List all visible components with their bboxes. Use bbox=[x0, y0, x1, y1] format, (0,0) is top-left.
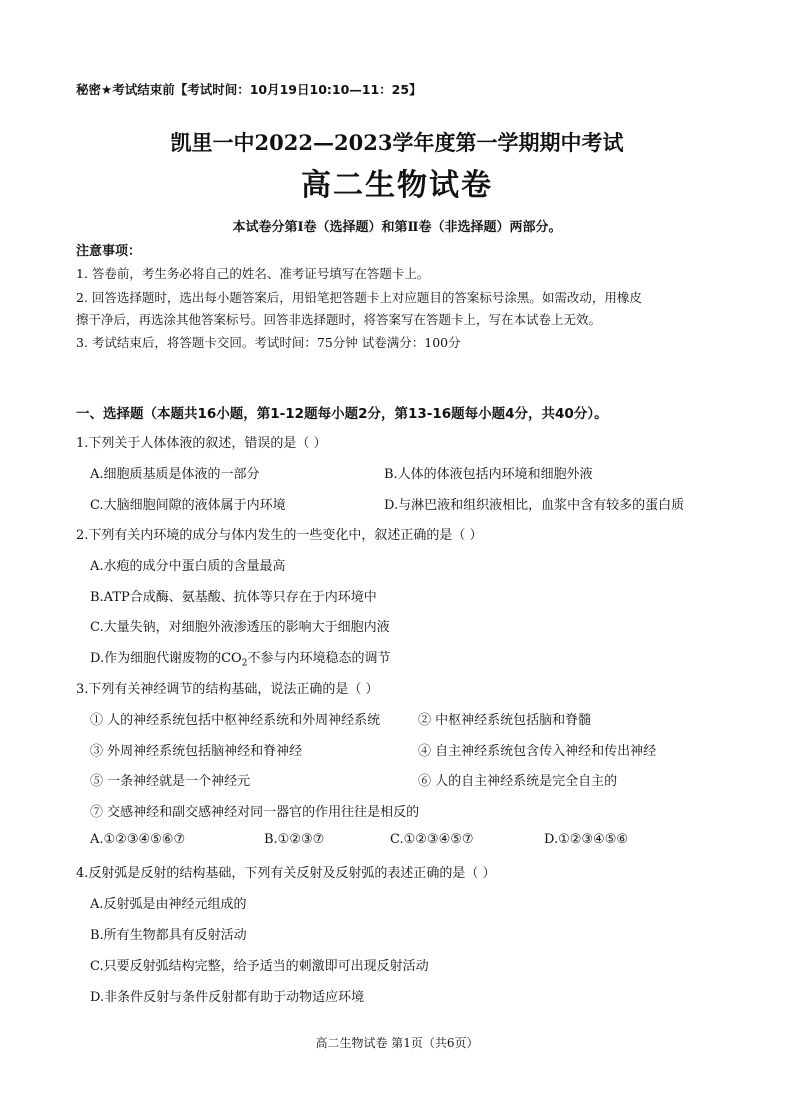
confidential-notice: 秘密★考试结束前【考试时间：10月19日10:10—11：25】 bbox=[76, 82, 422, 97]
question-3-statement-3: ③ 外周神经系统包括脑神经和脊神经 bbox=[90, 744, 303, 759]
question-4-option-c: C.只要反射弧结构完整，给予适当的刺激即可出现反射活动 bbox=[90, 959, 429, 974]
exam-school-title: 凯里一中2022—2023学年度第一学期期中考试 bbox=[170, 130, 624, 155]
question-3-statement-1: ① 人的神经系统包括中枢神经系统和外周神经系统 bbox=[90, 713, 381, 728]
question-3-option-c: C.①②③④⑤⑦ bbox=[390, 832, 474, 847]
question-1-stem: 1.下列关于人体体液的叙述，错误的是（ ） bbox=[76, 436, 327, 451]
question-2-option-b: B.ATP合成酶、氨基酸、抗体等只存在于内环境中 bbox=[90, 590, 377, 605]
question-2-option-d bbox=[90, 647, 390, 669]
notice-item-2-line-1: 2. 回答选择题时，选出每小题答案后，用铅笔把答题卡上对应题目的答案标号涂黑。如需改动，用橡皮 bbox=[76, 290, 642, 305]
section-title: 一、选择题（本题共16小题，第1-12题每小题2分，第13-16题每小题4分，共40分）。 bbox=[76, 406, 608, 422]
notice-item-2-line-2: 擦干净后，再选涂其他答案标号。回答非选择题时，将答案写在答题卡上，写在本试卷上无效。 bbox=[76, 312, 602, 327]
question-3-statement-6: ⑥ 人的自主神经系统是完全自主的 bbox=[418, 774, 618, 789]
notice-item-3: 3. 考试结束后，将答题卡交回。考试时间：75分钟 试卷满分：100分 bbox=[76, 335, 461, 350]
question-4-option-a: A.反射弧是由神经元组成的 bbox=[90, 897, 247, 912]
question-4-option-b: B.所有生物都具有反射活动 bbox=[90, 928, 247, 943]
question-1-option-d: D.与淋巴液和组织液相比，血浆中含有较多的蛋白质 bbox=[384, 498, 685, 513]
question-3-statement-4: ④ 自主神经系统包含传入神经和传出神经 bbox=[418, 744, 657, 759]
question-1-option-a: A.细胞质基质是体液的一部分 bbox=[90, 467, 260, 482]
option-d-prefix: D.作为细胞代谢废物的CO bbox=[90, 651, 242, 666]
question-2-stem: 2.下列有关内环境的成分与体内发生的一些变化中，叙述正确的是（ ） bbox=[76, 528, 483, 543]
question-3-statement-2: ② 中枢神经系统包括脑和脊髓 bbox=[418, 713, 592, 728]
question-4-option-d: D.非条件反射与条件反射都有助于动物适应环境 bbox=[90, 990, 365, 1005]
page-footer: 高二生物试卷 第1页（共6页） bbox=[315, 1036, 479, 1050]
composition-note: 本试卷分第Ⅰ卷（选择题）和第Ⅱ卷（非选择题）两部分。 bbox=[232, 220, 562, 235]
question-3-option-b: B.①②③⑦ bbox=[264, 832, 325, 847]
question-3-statement-5: ⑤ 一条神经就是一个神经元 bbox=[90, 774, 251, 789]
co2-subscript: 2 bbox=[241, 658, 248, 669]
notice-heading: 注意事项： bbox=[76, 244, 142, 259]
question-1-option-c: C.大脑细胞间隙的液体属于内环境 bbox=[90, 498, 286, 513]
question-1-option-b: B.人体的体液包括内环境和细胞外液 bbox=[384, 467, 593, 482]
subject-title: 高二生物试卷 bbox=[301, 168, 493, 203]
question-2-option-a: A.水疱的成分中蛋白质的含量最高 bbox=[90, 559, 286, 574]
question-3-statement-7: ⑦ 交感神经和副交感神经对同一器官的作用往往是相反的 bbox=[90, 805, 420, 820]
question-2-option-c: C.大量失钠，对细胞外液渗透压的影响大于细胞内液 bbox=[90, 620, 390, 635]
question-3-option-a: A.①②③④⑤⑥⑦ bbox=[90, 832, 186, 847]
question-3-stem: 3.下列有关神经调节的结构基础，说法正确的是（ ） bbox=[76, 682, 379, 697]
question-4-stem: 4.反射弧是反射的结构基础，下列有关反射及反射弧的表述正确的是（ ） bbox=[76, 866, 496, 881]
notice-item-1: 1. 答卷前，考生务必将自己的姓名、准考证号填写在答题卡上。 bbox=[76, 266, 430, 281]
question-3-option-d: D.①②③④⑤⑥ bbox=[544, 832, 629, 847]
option-d-suffix: 不参与内环境稳态的调节 bbox=[247, 651, 391, 666]
